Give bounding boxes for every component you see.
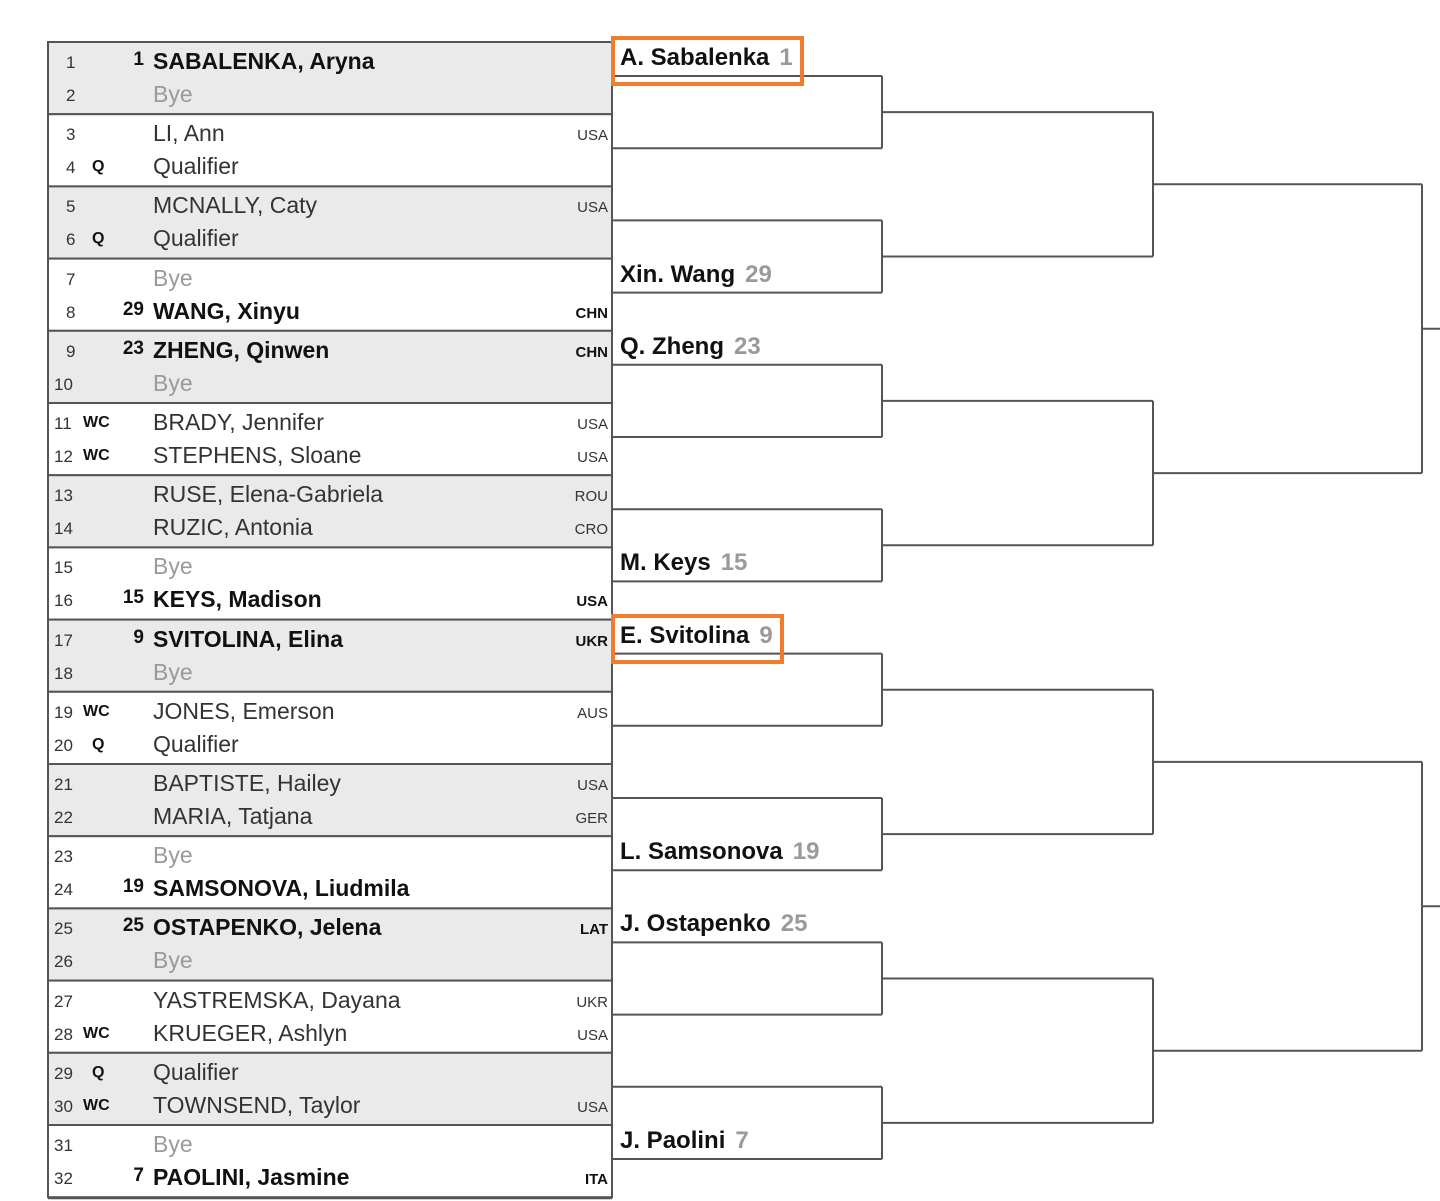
draw-row — [0, 622, 608, 654]
draw-row — [0, 1160, 608, 1192]
player-name[interactable]: Qualifier — [153, 730, 239, 757]
seed-number: 1 — [133, 49, 144, 70]
player-name[interactable]: JONES, Emerson — [153, 697, 335, 724]
bye-label[interactable]: Bye — [153, 81, 193, 107]
nation-code: USA — [576, 593, 608, 611]
entry-status: WC — [83, 1096, 110, 1114]
entry-status: Q — [92, 230, 105, 248]
nation-code: USA — [577, 199, 608, 217]
draw-position: 2 — [66, 86, 76, 105]
draw-position: 5 — [66, 197, 76, 217]
player-name[interactable]: KEYS, Madison — [153, 586, 322, 613]
entry-status: WC — [83, 414, 110, 431]
draw-row — [0, 221, 608, 253]
draw-row — [0, 694, 608, 726]
round2-player-name: E. Svitolina — [620, 621, 750, 649]
draw-row — [0, 943, 608, 975]
bye-label[interactable]: Bye — [153, 947, 193, 974]
draw-position: 23 — [54, 847, 73, 867]
round2-player[interactable] — [620, 838, 819, 866]
draw-position: 28 — [54, 1024, 73, 1044]
round2-player[interactable] — [620, 1127, 749, 1155]
draw-position: 20 — [54, 735, 73, 755]
seed-number: 9 — [133, 626, 144, 648]
round2-seed: 19 — [792, 838, 820, 866]
draw-position: 30 — [54, 1096, 73, 1116]
nation-code: CRO — [574, 521, 608, 539]
draw-row — [0, 405, 608, 437]
nation-code: ITA — [584, 1171, 608, 1188]
draw-position: 14 — [54, 519, 73, 539]
draw-position: 16 — [54, 591, 73, 611]
round2-player[interactable] — [620, 333, 761, 361]
draw-position: 27 — [54, 991, 73, 1011]
player-name[interactable]: BRADY, Jennifer — [153, 409, 324, 435]
round2-player-name: Q. Zheng — [620, 332, 724, 360]
draw-position: 32 — [54, 1169, 73, 1188]
round2-player-name: A. Sabalenka — [620, 44, 770, 71]
draw-row — [0, 983, 608, 1015]
player-name[interactable]: Qualifier — [153, 225, 239, 252]
player-name[interactable]: YASTREMSKA, Dayana — [153, 986, 401, 1013]
player-name[interactable]: SABALENKA, Aryna — [153, 48, 375, 74]
nation-code: USA — [577, 1098, 608, 1116]
player-name[interactable]: Qualifier — [153, 153, 239, 180]
seed-number: 23 — [122, 337, 144, 359]
round2-player-name: M. Keys — [620, 549, 711, 577]
draw-position: 9 — [66, 341, 76, 361]
draw-position: 11 — [54, 414, 72, 433]
nation-code: UKR — [576, 993, 608, 1011]
entry-status: WC — [83, 702, 110, 720]
draw-row — [0, 838, 608, 870]
round2-player-name: J. Ostapenko — [620, 910, 771, 938]
draw-position: 13 — [54, 486, 73, 506]
player-name[interactable]: PAOLINI, Jasmine — [153, 1164, 350, 1190]
nation-code: CHN — [575, 343, 608, 361]
player-name[interactable]: OSTAPENKO, Jelena — [153, 914, 382, 941]
draw-row — [0, 188, 608, 220]
player-name[interactable]: TOWNSEND, Taylor — [153, 1091, 361, 1118]
round2-player[interactable] — [620, 261, 772, 289]
draw-row — [0, 261, 608, 293]
draw-row — [0, 582, 608, 614]
draw-row — [0, 366, 608, 398]
draw-position: 25 — [54, 919, 73, 939]
draw-row — [0, 1016, 608, 1048]
draw-position: 8 — [66, 302, 76, 322]
player-name[interactable]: MCNALLY, Caty — [153, 192, 318, 219]
entry-status: WC — [83, 447, 110, 464]
player-name[interactable]: KRUEGER, Ashlyn — [153, 1019, 348, 1046]
round2-player-name: Xin. Wang — [620, 260, 736, 288]
seed-number: 25 — [122, 915, 144, 937]
draw-position: 24 — [54, 880, 73, 900]
draw-row — [0, 727, 608, 759]
draw-position: 15 — [54, 558, 73, 578]
round2-player-name: J. Paolini — [620, 1127, 726, 1154]
draw-row — [0, 549, 608, 581]
round2-player[interactable] — [620, 549, 747, 577]
player-name[interactable]: BAPTISTE, Hailey — [153, 770, 341, 796]
nation-code: USA — [577, 1026, 608, 1044]
draw-row — [0, 1127, 608, 1159]
draw-row — [0, 438, 608, 470]
draw-position: 21 — [54, 775, 73, 794]
draw-position: 18 — [54, 663, 73, 683]
bye-label[interactable]: Bye — [153, 553, 193, 580]
bye-label[interactable]: Bye — [153, 842, 193, 869]
player-name[interactable]: SVITOLINA, Elina — [153, 625, 343, 652]
draw-row — [0, 1055, 608, 1087]
draw-position: 26 — [54, 952, 73, 972]
nation-code: USA — [577, 777, 608, 794]
draw-position: 12 — [54, 447, 73, 466]
nation-code: USA — [577, 416, 608, 433]
player-name[interactable]: Qualifier — [153, 1058, 239, 1085]
nation-code: ROU — [574, 488, 608, 506]
draw-position: 19 — [54, 702, 73, 722]
bye-label[interactable]: Bye — [153, 658, 193, 685]
entry-status: WC — [83, 1024, 110, 1042]
highlight-box — [611, 36, 804, 86]
draw-position: 17 — [54, 630, 73, 650]
round2-seed: 1 — [779, 44, 793, 71]
round2-player-name: L. Samsonova — [620, 838, 783, 866]
draw-position: 22 — [54, 808, 73, 827]
draw-position: 10 — [54, 374, 73, 394]
draw-position: 31 — [54, 1136, 73, 1155]
draw-row — [0, 149, 608, 181]
nation-code: USA — [577, 449, 608, 466]
draw-row — [0, 44, 608, 76]
draw-position: 4 — [66, 158, 76, 178]
seed-number: 19 — [122, 876, 144, 898]
player-name[interactable]: SAMSONOVA, Liudmila — [153, 875, 410, 902]
round2-seed: 15 — [720, 549, 748, 577]
draw-row — [0, 655, 608, 687]
player-name[interactable]: RUZIC, Antonia — [153, 514, 313, 541]
player-name[interactable]: LI, Ann — [153, 120, 225, 147]
nation-code: GER — [575, 810, 608, 827]
round2-seed: 29 — [745, 260, 772, 288]
entry-status: Q — [92, 1063, 105, 1081]
entry-status: Q — [92, 735, 105, 753]
draw-position: 3 — [66, 125, 76, 145]
seed-number: 29 — [122, 298, 144, 320]
nation-code: USA — [577, 127, 608, 145]
player-name[interactable]: STEPHENS, Sloane — [153, 442, 362, 468]
bye-label[interactable]: Bye — [153, 1131, 193, 1157]
draw-position: 1 — [66, 53, 76, 72]
player-name[interactable]: RUSE, Elena-Gabriela — [153, 481, 384, 508]
draw-row — [0, 510, 608, 542]
draw-row — [0, 294, 608, 326]
draw-row — [0, 333, 608, 365]
draw-row — [0, 910, 608, 942]
round2-seed: 9 — [759, 621, 773, 649]
highlight-box — [611, 614, 784, 664]
player-name[interactable]: WANG, Xinyu — [153, 297, 300, 324]
draw-row — [0, 77, 608, 109]
draw-row — [0, 799, 608, 831]
nation-code: CHN — [575, 304, 608, 322]
draw-position: 6 — [66, 230, 76, 250]
draw-position: 7 — [66, 269, 76, 289]
round2-seed: 23 — [734, 332, 761, 360]
seed-number: 15 — [122, 587, 144, 609]
seed-number: 7 — [133, 1165, 144, 1186]
entry-status: Q — [92, 158, 105, 176]
round2-seed: 25 — [780, 910, 808, 938]
bye-label[interactable]: Bye — [153, 369, 193, 396]
draw-position: 29 — [54, 1063, 73, 1083]
player-name[interactable]: ZHENG, Qinwen — [153, 336, 330, 363]
round2-seed: 7 — [735, 1127, 749, 1154]
draw-row — [0, 871, 608, 903]
bye-label[interactable]: Bye — [153, 264, 193, 291]
draw-row — [0, 116, 608, 148]
player-name[interactable]: MARIA, Tatjana — [153, 803, 313, 829]
nation-code: AUS — [577, 704, 608, 722]
draw-row — [0, 1088, 608, 1120]
round2-player[interactable] — [620, 910, 807, 938]
draw-row — [0, 766, 608, 798]
nation-code: UKR — [575, 632, 608, 650]
nation-code: LAT — [579, 921, 608, 939]
draw-row — [0, 477, 608, 509]
